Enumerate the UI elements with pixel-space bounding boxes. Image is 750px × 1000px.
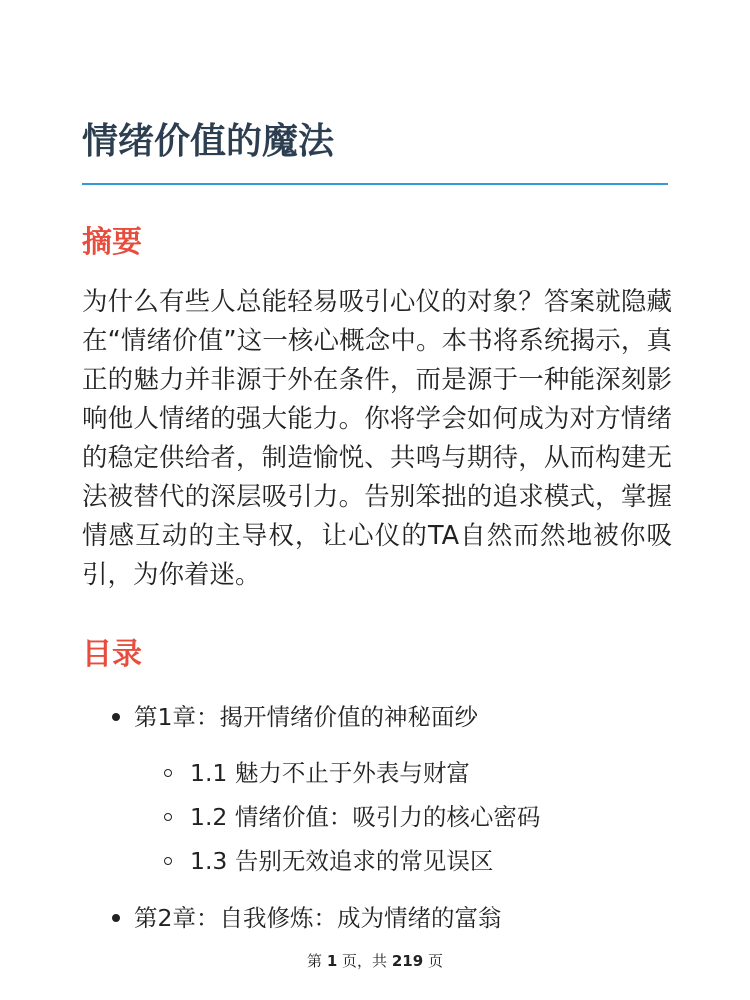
circle-bullet-icon [164,813,172,821]
toc-section-1-2[interactable]: 1.2 情绪价值：吸引力的核心密码 [190,803,541,831]
footer-suffix: 页 [427,952,443,970]
circle-bullet-icon [164,769,172,777]
disc-bullet-icon [112,713,120,721]
title-divider [82,183,668,185]
footer-middle: 页，共 [342,952,388,970]
total-page-count: 219 [391,952,424,970]
document-title: 情绪价值的魔法 [82,121,335,162]
toc-section-1-3[interactable]: 1.3 告别无效追求的常见误区 [190,847,494,875]
page-footer [0,950,750,972]
circle-bullet-icon [164,857,172,865]
footer-prefix: 第 [307,952,323,970]
current-page-number: 1 [326,952,338,970]
toc-chapter-1[interactable]: 第1章：揭开情绪价值的神秘面纱 [134,703,478,731]
abstract-heading: 摘要 [82,225,142,260]
toc-section-1-1[interactable]: 1.1 魅力不止于外表与财富 [190,759,470,787]
toc-heading: 目录 [82,637,142,672]
abstract-text: 为什么有些人总能轻易吸引心仪的对象？答案就隐藏在“情绪价值”这一核心概念中。本书将系统揭示，真正的魅力并非源于外在条件，而是源于一种能深刻影响他人情绪的强大能力。你将学会如何成为对方情绪的稳定供给者，制造愉悦、共鸣与期待，从而构建无法被替代的深层吸引力。告别笨拙的追求模式，掌握情感互动的主导权，让心仪的TA自然而然地被你吸引，为你着迷。 [82,287,672,590]
disc-bullet-icon [112,914,120,922]
toc-chapter-2[interactable]: 第2章：自我修炼：成为情绪的富翁 [134,904,502,932]
